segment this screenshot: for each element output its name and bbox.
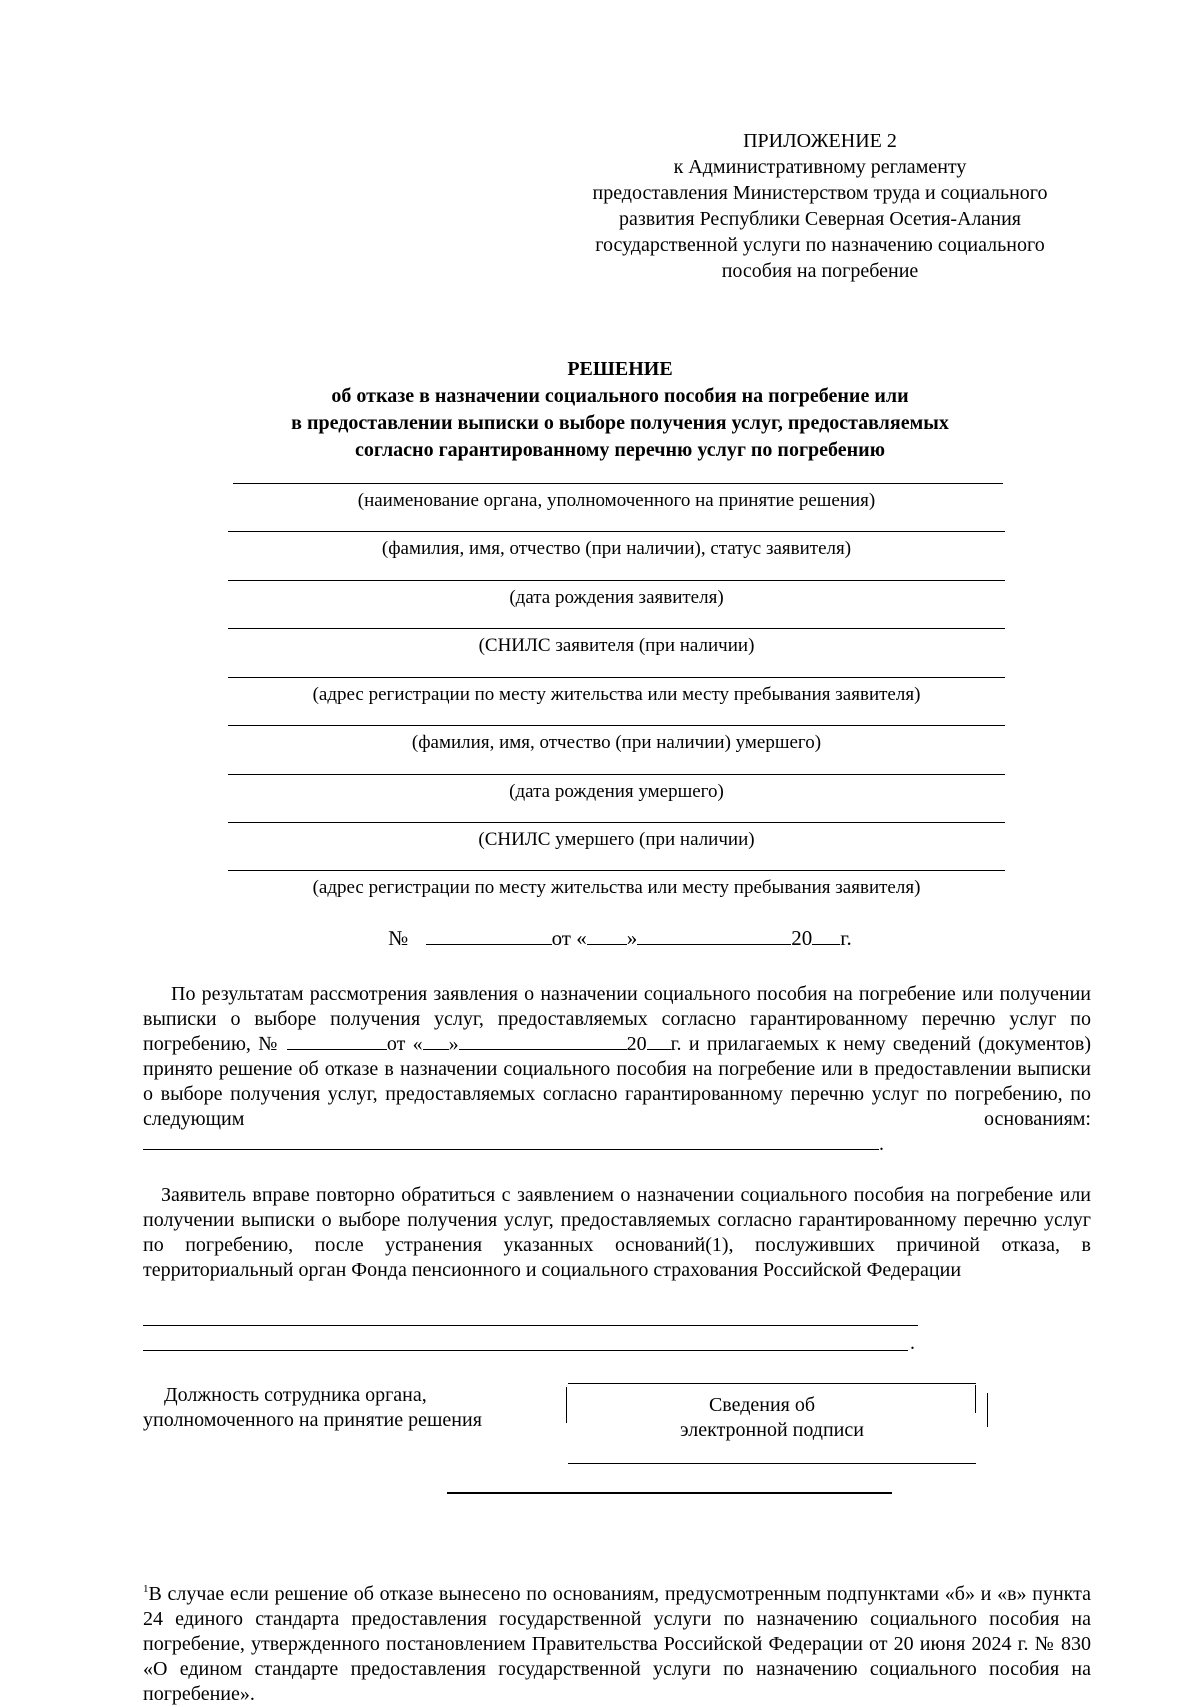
territorial-body-line-2 — [143, 1350, 908, 1351]
number-blank — [426, 924, 552, 945]
decision-paragraph — [143, 982, 1091, 1157]
field-line-authority — [233, 483, 1003, 484]
title-line: об отказе в назначении социального пособия на погребение или — [331, 385, 909, 407]
date-from-label: от « — [551, 926, 587, 950]
caption-deceased-birthdate: (дата рождения умершего) — [509, 781, 724, 802]
field-line-applicant-name — [228, 531, 1005, 532]
appendix-line: пособия на погребение — [721, 260, 919, 282]
application-month-blank — [459, 1032, 627, 1050]
application-year-blank — [647, 1032, 671, 1050]
decision-number-line — [140, 924, 1100, 952]
title-line: в предоставлении выписки о выборе получения услуг, предоставляемых — [291, 412, 949, 434]
electronic-signature-box — [568, 1383, 976, 1464]
application-number-blank — [287, 1032, 387, 1050]
footnote-text: В случае если решение об отказе вынесено по основаниям, предусмотренным подпунктами «б» и «в» пункта 24 единого стандарта предоставления государственной услуги по назначению социального пособия на погребение, утвержденного постановлением Правительства Российской Федерации от 20 июня 2024 г. № 830 «О едином стандарте предоставления государственной услуги по назначению социального пособия на погребение». — [143, 1583, 1091, 1705]
paragraph2-text: Заявитель вправе повторно обратиться с заявлением о назначении социального пособия на погребение или получении выписки о выборе получения услуг, предоставляемых согласно гарантированному перечню услуг по погребению, после устранения указанных оснований(1), послуживших причиной отказа, в территориальный орган Фонда пенсионного и социального страхования Российской Федерации — [143, 1184, 1091, 1281]
footnote — [143, 1582, 1091, 1707]
esign-line2: электронной подписи — [680, 1419, 864, 1441]
field-line-applicant-address — [228, 677, 1005, 678]
territorial-body-line-1 — [143, 1325, 918, 1326]
quote-close: » — [626, 926, 638, 950]
appendix-title: ПРИЛОЖЕНИЕ 2 — [743, 130, 897, 152]
appendix-line: развития Республики Северная Осетия-Алания — [619, 208, 1021, 230]
caption-deceased-name: (фамилия, имя, отчество (при наличии) умершего) — [411, 732, 822, 753]
paragraph1-part3: » — [448, 1033, 459, 1055]
field-line-deceased-birthdate — [228, 774, 1005, 775]
field-line-deceased-snils — [228, 822, 1005, 823]
appeal-paragraph — [143, 1183, 1091, 1283]
month-blank — [637, 924, 791, 945]
caption-applicant-snils: (СНИЛС заявителя (при наличии) — [478, 635, 755, 656]
field-line-deceased-address — [228, 870, 1005, 871]
paragraph1-part1: По результатам рассмотрения заявления о назначении социального пособия на погребение или получении выписки о выборе получения услуг, предоставляемых согласно гарантированному перечню услуг по погребению, № — [143, 983, 1091, 1055]
caption-applicant-address: (адрес регистрации по месту жительства или месту пребывания заявителя) — [312, 684, 921, 705]
field-line-applicant-snils — [228, 628, 1005, 629]
year-prefix: 20 — [791, 926, 813, 950]
paragraph2-end: . — [910, 1332, 915, 1354]
caption-deceased-address: (адрес регистрации по месту жительства или месту пребывания заявителя) — [312, 877, 921, 898]
appendix-header — [500, 128, 1140, 284]
official-position — [143, 1383, 523, 1433]
day-blank — [587, 924, 627, 945]
application-day-blank — [423, 1032, 449, 1050]
paragraph1-part5: г. и прилагаемых к нему сведений (документов) принято решение об отказе в назначении социального пособия на погребение или в предоставлении выписки о выборе получения услуг, предоставляемых согласно гарантированному перечню услуг по погребению, по следующим основаниям: — [143, 1033, 1091, 1130]
caption-deceased-snils: (СНИЛС умершего (при наличии) — [478, 829, 755, 850]
appendix-line: предоставления Министерством труда и социального — [592, 182, 1048, 204]
title-line: согласно гарантированному перечню услуг по погребению — [355, 439, 885, 461]
grounds-blank — [143, 1132, 879, 1150]
appendix-line: к Административному регламенту — [673, 156, 967, 178]
caption-applicant-birthdate: (дата рождения заявителя) — [509, 587, 724, 608]
title-heading: РЕШЕНИЕ — [567, 358, 673, 380]
paragraph1-part4: 20 — [626, 1033, 647, 1055]
year-blank — [812, 924, 840, 945]
caption-applicant-name: (фамилия, имя, отчество (при наличии), статус заявителя) — [381, 538, 852, 559]
esign-line1: Сведения об — [708, 1394, 816, 1416]
paragraph1-end: . — [879, 1133, 884, 1155]
signature-line — [447, 1492, 892, 1494]
year-suffix: г. — [840, 926, 852, 950]
field-line-applicant-birthdate — [228, 580, 1005, 581]
document-title — [140, 356, 1100, 464]
position-line2: уполномоченного на принятие решения — [143, 1409, 482, 1431]
number-sign: № — [388, 926, 409, 950]
paragraph1-part2: от « — [386, 1033, 423, 1055]
caption-authority: (наименование органа, уполномоченного на принятие решения) — [357, 490, 876, 511]
footnote-mark: 1 — [143, 1583, 149, 1595]
position-line1: Должность сотрудника органа, — [164, 1384, 427, 1406]
appendix-line: государственной услуги по назначению социального — [595, 234, 1045, 256]
field-line-deceased-name — [228, 725, 1005, 726]
